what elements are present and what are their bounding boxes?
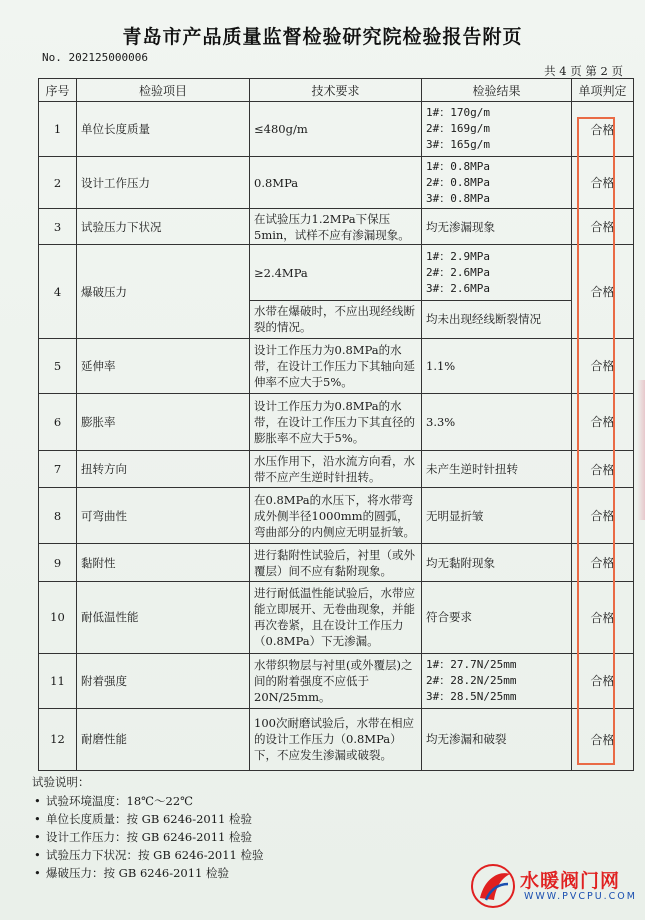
watermark-logo: [468, 860, 640, 912]
row-requirement: 0.8MPa: [250, 157, 422, 209]
table-row: [39, 245, 634, 300]
table-row: [39, 451, 634, 488]
table-row: [39, 102, 634, 157]
row-result: [422, 653, 572, 708]
row-num: 12: [39, 708, 77, 770]
row-num: 2: [39, 157, 77, 209]
header-verdict: 单项判定: [572, 79, 634, 102]
row-num: 10: [39, 582, 77, 653]
seal-edge-mark: [637, 380, 645, 520]
result-line: 2#：2.6MPa: [426, 265, 490, 279]
report-number: No. 202125000006: [42, 51, 148, 64]
header-requirement: 技术要求: [250, 79, 422, 102]
row-verdict: 合格: [572, 582, 634, 653]
row-result: [422, 102, 572, 157]
row-requirement: ≥2.4MPa: [250, 245, 422, 300]
row-requirement: 在试验压力1.2MPa下保压5min，试样不应有渗漏现象。: [250, 209, 422, 245]
row-requirement: ≤480g/m: [250, 102, 422, 157]
row-result: 均未出现经线断裂情况: [422, 300, 572, 338]
row-item: 耐低温性能: [77, 582, 250, 653]
row-verdict: 合格: [572, 157, 634, 209]
row-item: 附着强度: [77, 653, 250, 708]
row-result: 均无黏附现象: [422, 544, 572, 582]
row-result: 未产生逆时针扭转: [422, 451, 572, 488]
row-item: 耐磨性能: [77, 708, 250, 770]
row-item: 扭转方向: [77, 451, 250, 488]
row-result: [422, 245, 572, 300]
row-num: 4: [39, 245, 77, 338]
row-verdict: 合格: [572, 245, 634, 338]
row-verdict: 合格: [572, 451, 634, 488]
table-row: [39, 393, 634, 450]
table-row: [39, 209, 634, 245]
row-requirement: 水带在爆破时，不应出现经线断裂的情况。: [250, 300, 422, 338]
report-title: 青岛市产品质量监督检验研究院检验报告附页: [122, 26, 523, 48]
header-result: 检验结果: [422, 79, 572, 102]
result-line: 2#：28.2N/25mm: [426, 673, 517, 687]
test-notes: [32, 773, 264, 882]
row-num: 11: [39, 653, 77, 708]
row-requirement: 在0.8MPa的水压下，将水带弯成外侧半径1000mm的圆弧，弯曲部分的内侧应无明显折皱。: [250, 488, 422, 544]
header-num: 序号: [39, 79, 77, 102]
header-item: 检验项目: [77, 79, 250, 102]
inspection-table: [38, 78, 634, 771]
row-verdict: 合格: [572, 708, 634, 770]
row-result: [422, 157, 572, 209]
table-row: [39, 582, 634, 653]
row-verdict: 合格: [572, 102, 634, 157]
row-verdict: 合格: [572, 488, 634, 544]
page-indicator: 共 4 页 第 2 页: [544, 64, 623, 78]
row-requirement: 设计工作压力为0.8MPa的水带，在设计工作压力下其轴向延伸率不应大于5%。: [250, 338, 422, 393]
row-num: 5: [39, 338, 77, 393]
row-item: 单位长度质量: [77, 102, 250, 157]
note-item: • 爆破压力：按 GB 6246-2011 检验: [46, 864, 264, 882]
row-verdict: 合格: [572, 653, 634, 708]
row-result: 均无渗漏现象: [422, 209, 572, 245]
row-num: 6: [39, 393, 77, 450]
row-item: 膨胀率: [77, 393, 250, 450]
result-line: 3#：2.6MPa: [426, 281, 490, 295]
result-line: 3#：165g/m: [426, 138, 490, 152]
row-num: 9: [39, 544, 77, 582]
row-item: 可弯曲性: [77, 488, 250, 544]
result-line: 1#：170g/m: [426, 106, 490, 120]
table-row: [39, 708, 634, 770]
row-verdict: 合格: [572, 338, 634, 393]
valve-logo-icon: [468, 860, 520, 912]
row-item: 试验压力下状况: [77, 209, 250, 245]
table-row: [39, 157, 634, 209]
result-line: 3#：28.5N/25mm: [426, 689, 517, 703]
table-row: [39, 544, 634, 582]
row-item: 黏附性: [77, 544, 250, 582]
row-num: 8: [39, 488, 77, 544]
row-result: 无明显折皱: [422, 488, 572, 544]
table-row: [39, 488, 634, 544]
notes-list: [32, 792, 264, 882]
result-line: 1#：0.8MPa: [426, 159, 490, 173]
result-line: 1#：27.7N/25mm: [426, 657, 517, 671]
watermark-url: WWW.PVCPU.COM: [524, 891, 637, 902]
row-verdict: 合格: [572, 209, 634, 245]
row-requirement: 水压作用下，沿水流方向看，水带不应产生逆时针扭转。: [250, 451, 422, 488]
row-requirement: 进行黏附性试验后，衬里（或外覆层）间不应有黏附现象。: [250, 544, 422, 582]
table-row: [39, 653, 634, 708]
row-result: 符合要求: [422, 582, 572, 653]
row-result: 3.3%: [422, 393, 572, 450]
result-line: 2#：0.8MPa: [426, 175, 490, 189]
row-requirement: 进行耐低温性能试验后，水带应能立即展开、无卷曲现象，并能再次卷紧，且在设计工作压力（0.8MPa）下无渗漏。: [250, 582, 422, 653]
note-item: • 试验压力下状况：按 GB 6246-2011 检验: [46, 846, 264, 864]
row-item: 延伸率: [77, 338, 250, 393]
result-line: 3#：0.8MPa: [426, 191, 490, 205]
row-item: 爆破压力: [77, 245, 250, 338]
row-num: 3: [39, 209, 77, 245]
row-verdict: 合格: [572, 393, 634, 450]
note-item: • 单位长度质量：按 GB 6246-2011 检验: [46, 810, 264, 828]
watermark-brand: 水暖阀门网: [520, 870, 621, 892]
note-item: • 设计工作压力：按 GB 6246-2011 检验: [46, 828, 264, 846]
row-result: 均无渗漏和破裂: [422, 708, 572, 770]
row-requirement: 水带织物层与衬里(或外覆层)之间的附着强度不应低于20N/25mm。: [250, 653, 422, 708]
result-line: 1#：2.9MPa: [426, 249, 490, 263]
row-requirement: 100次耐磨试验后，水带在相应的设计工作压力（0.8MPa）下，不应发生渗漏或破裂。: [250, 708, 422, 770]
row-num: 7: [39, 451, 77, 488]
row-requirement: 设计工作压力为0.8MPa的水带，在设计工作压力下其直径的膨胀率不应大于5%。: [250, 393, 422, 450]
table-row: [39, 338, 634, 393]
verdict-highlight-box: [577, 117, 615, 765]
row-item: 设计工作压力: [77, 157, 250, 209]
note-item: • 试验环境温度：18℃～22℃: [46, 792, 264, 810]
table-header-row: [39, 79, 634, 102]
result-line: 2#：169g/m: [426, 122, 490, 136]
notes-heading: 试验说明：: [32, 775, 90, 789]
row-verdict: 合格: [572, 544, 634, 582]
row-result: 1.1%: [422, 338, 572, 393]
row-num: 1: [39, 102, 77, 157]
